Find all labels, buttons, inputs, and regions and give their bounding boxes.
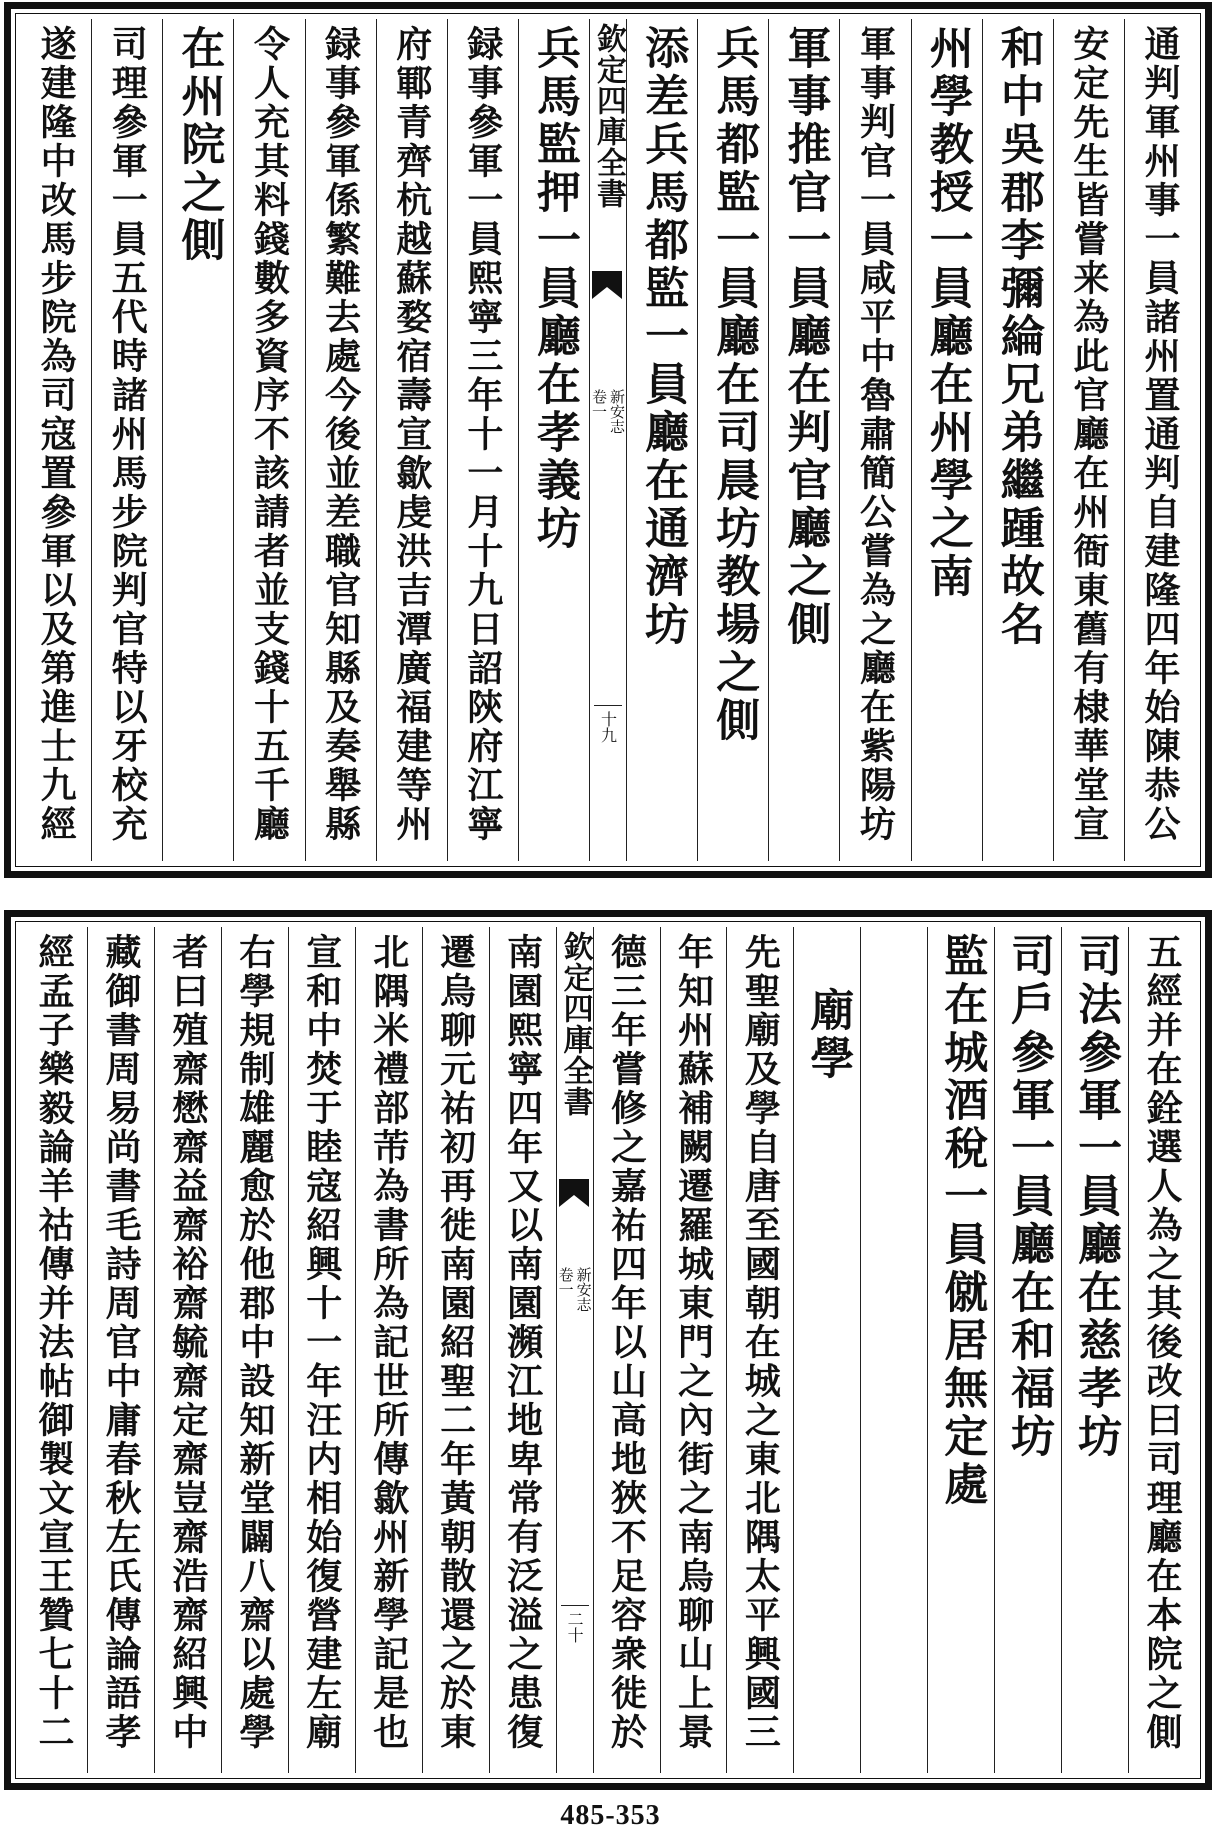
- column-text: 德三年嘗修之嘉祐四年以山高地狹不足容衆徙於: [605, 933, 648, 1752]
- text-column: [927, 927, 994, 1773]
- text-column: [911, 19, 982, 861]
- text-column: [162, 19, 233, 861]
- column-text: 司理參軍一員五代時諸州馬步院判官特以牙校充: [106, 25, 149, 844]
- column-text: 安定先生皆嘗来為此官廳在州衙東舊有棣華堂宣: [1067, 25, 1110, 844]
- book-title: 欽定四庫全書: [557, 931, 593, 1117]
- column-text: 五經并在銓選人為之其後改曰司理廳在本院之側: [1141, 933, 1184, 1752]
- volume-line: 卷一: [590, 389, 608, 419]
- text-column: [233, 19, 304, 861]
- column-text: 在州院之側: [173, 25, 225, 265]
- text-column: [21, 19, 91, 861]
- text-column: [288, 927, 355, 1773]
- column-text: 司戶參軍一員廳在和福坊: [1003, 933, 1055, 1461]
- text-column: [422, 927, 489, 1773]
- column-text: 藏御書周易尚書毛詩周官中庸春秋左氏傳論語孝: [99, 933, 142, 1752]
- text-column: [376, 19, 447, 861]
- text-column: [860, 927, 927, 1773]
- text-column: [154, 927, 221, 1773]
- column-text: 通判軍州事一員諸州置通判自建隆四年始陳恭公: [1138, 25, 1181, 844]
- column-text: 和中吳郡李彌綸兄弟繼踵故名: [992, 25, 1044, 649]
- text-column: [447, 19, 518, 861]
- text-column: [1061, 927, 1128, 1773]
- column-text: 遷烏聊元祐初再徙南園紹聖二年黃朝散還之於東: [434, 933, 477, 1752]
- volume-line: 卷一: [556, 1267, 575, 1297]
- text-column: [489, 927, 556, 1773]
- volume-label: [557, 1267, 593, 1312]
- text-column: [91, 19, 162, 861]
- column-text: 宣和中焚于睦寇紹興十一年汪内相始復營建左廟: [300, 933, 343, 1752]
- text-column: [839, 19, 910, 861]
- folio-number: 十九: [598, 711, 618, 743]
- center-fold-column: [589, 19, 626, 861]
- column-text: 録事參軍一員熙寧三年十一月十九日詔陝府江寧: [461, 25, 504, 844]
- column-text: 南園熙寧四年又以南園瀕江地卑常有泛溢之患復: [501, 933, 544, 1752]
- text-columns: [21, 19, 1195, 861]
- column-text: 録事參軍係繁難去處今後並差職官知縣及奏舉縣: [319, 25, 362, 844]
- text-column: [518, 19, 589, 861]
- column-text: 州學教授一員廳在州學之南: [921, 25, 973, 601]
- fishtail-mark-icon: [559, 1179, 589, 1207]
- column-text: 北隅米禮部芾為書所為記世所傳歙州新學記是也: [367, 933, 410, 1752]
- book-title: 欽定四庫全書: [591, 23, 626, 209]
- column-text: 添差兵馬都監一員廳在通濟坊: [637, 25, 689, 649]
- folio-number: 二十: [565, 1611, 585, 1643]
- text-column: [994, 927, 1061, 1773]
- volume-line: 新安志: [608, 389, 626, 434]
- text-column: [221, 927, 288, 1773]
- text-column: [21, 927, 87, 1773]
- text-column: [1128, 927, 1195, 1773]
- folio-rule: [561, 1605, 589, 1606]
- column-text: 遂建隆中改馬步院為司寇置參軍以及第進士九經: [35, 25, 78, 844]
- volume-line: 新安志: [574, 1267, 593, 1312]
- fishtail-mark-icon: [592, 271, 622, 299]
- text-column: [355, 927, 422, 1773]
- text-column: [982, 19, 1053, 861]
- text-column: [87, 927, 154, 1773]
- column-text: 年知州蘇補闕遷羅城東門之內街之南烏聊山上景: [672, 933, 715, 1752]
- text-column: [593, 927, 660, 1773]
- column-text: 府鄆青齊杭越蘇婺宿壽宣歙虔洪吉潭廣福建等州: [390, 25, 433, 844]
- text-column: [726, 927, 793, 1773]
- text-column: [793, 927, 860, 1773]
- text-column: [305, 19, 376, 861]
- text-column: [660, 927, 727, 1773]
- center-fold-column: [556, 927, 593, 1773]
- column-text: 監在城酒稅一員僦居無定處: [936, 933, 988, 1509]
- volume-label: [590, 389, 626, 434]
- folio-rule: [594, 705, 622, 706]
- text-column: [697, 19, 768, 861]
- text-columns: [21, 927, 1195, 1773]
- column-text: 經孟子樂毅論羊祜傳并法帖御製文宣王贊七十二: [33, 933, 76, 1752]
- page-code: 485-353: [560, 1800, 661, 1831]
- page-top: [4, 2, 1212, 878]
- column-text: 兵馬都監一員廳在司晨坊教場之側: [708, 25, 760, 745]
- column-text: 兵馬監押一員廳在孝義坊: [528, 25, 580, 553]
- text-column: [626, 19, 697, 861]
- text-column: [1053, 19, 1124, 861]
- section-heading: 廟學: [802, 987, 854, 1083]
- column-text: 者曰殖齋懋齋益齋裕齋毓齋定齋豈齋浩齋紹興中: [166, 933, 209, 1752]
- column-text: 軍事判官一員咸平中魯肅簡公嘗為之廳在紫陽坊: [854, 25, 897, 844]
- column-text: 右學規制雄麗愈於他郡中設知新堂闢八齋以處學: [233, 933, 276, 1752]
- text-column: [768, 19, 839, 861]
- column-text: 令人充其料錢數多資序不該請者並支錢十五千廳: [248, 25, 291, 844]
- column-text: 軍事推官一員廳在判官廳之側: [779, 25, 831, 649]
- column-text: 先聖廟及學自唐至國朝在城之東北隅太平興國三: [739, 933, 782, 1752]
- page-bottom: [4, 910, 1212, 1790]
- text-column: [1124, 19, 1195, 861]
- column-text: 司法參軍一員廳在慈孝坊: [1070, 933, 1122, 1461]
